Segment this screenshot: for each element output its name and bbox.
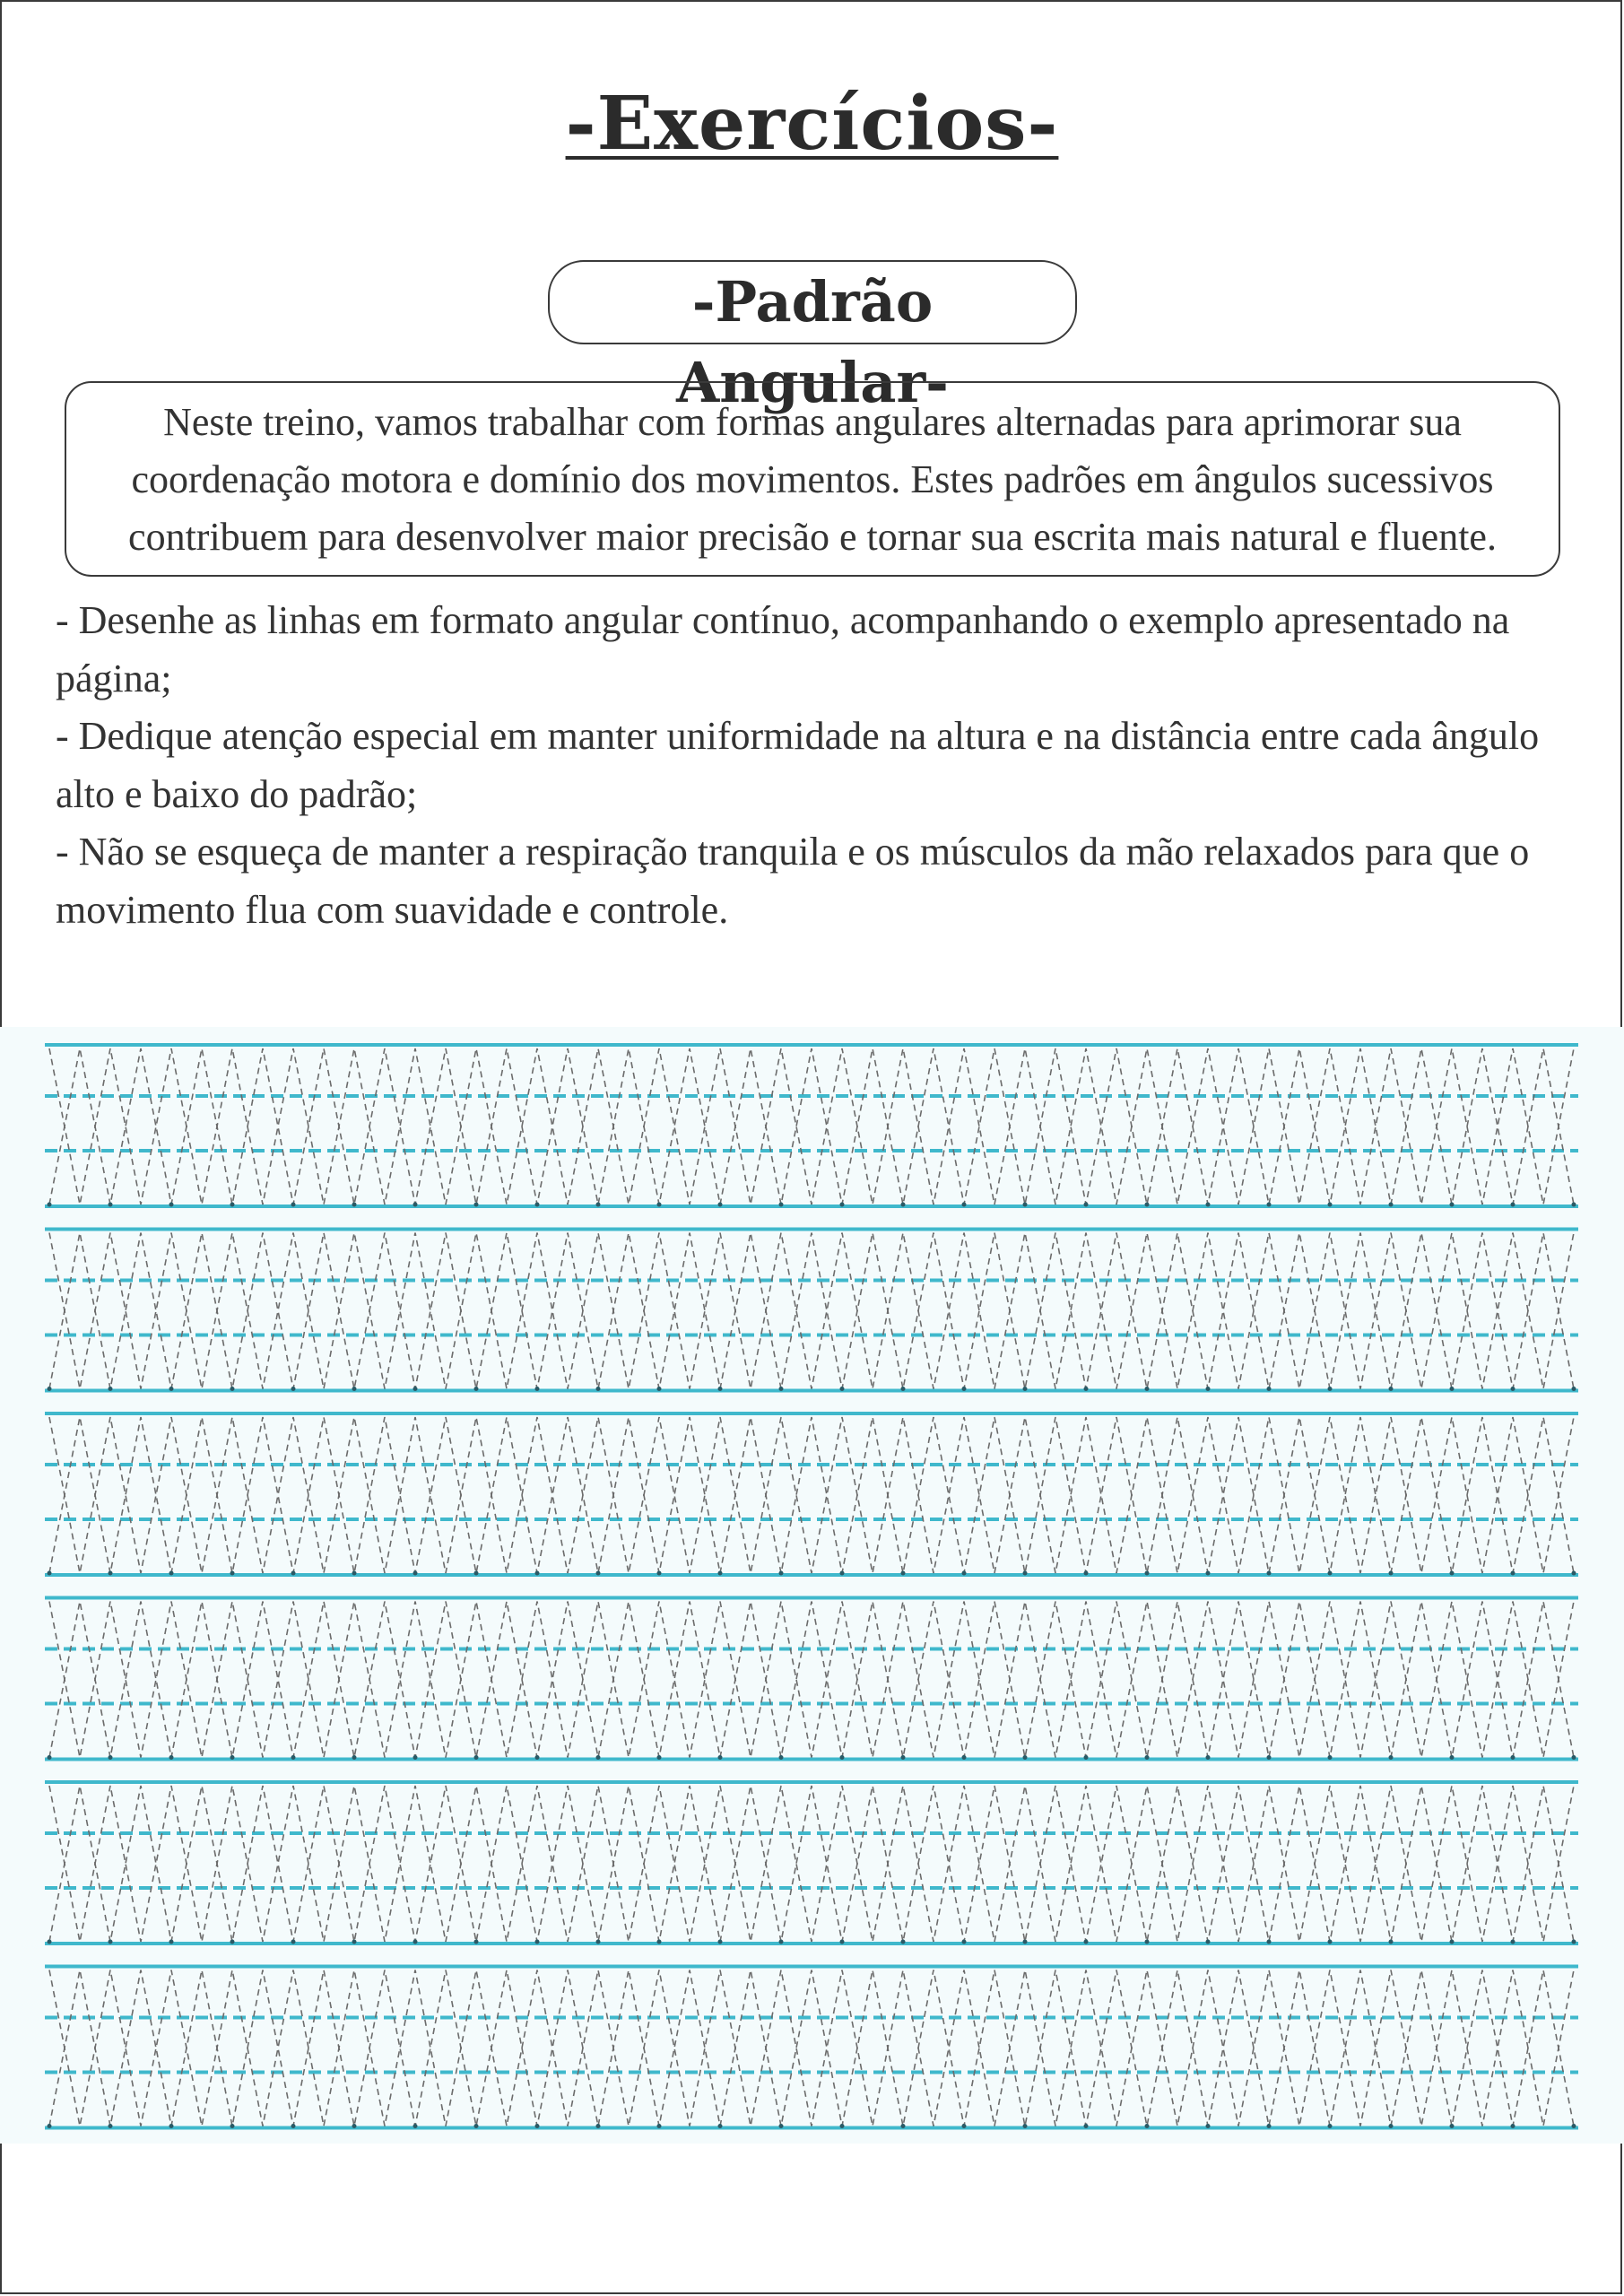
valley-dot <box>657 1755 662 1760</box>
valley-dot <box>840 2124 845 2128</box>
valley-dot <box>657 1203 662 1207</box>
valley-dot <box>1267 1755 1272 1760</box>
valley-dot <box>1511 2124 1515 2128</box>
valley-dot <box>352 2124 357 2128</box>
valley-dot <box>1084 1755 1089 1760</box>
valley-dot <box>718 1755 723 1760</box>
valley-dot <box>413 1203 418 1207</box>
valley-dot <box>718 1940 723 1944</box>
valley-dot <box>230 1203 235 1207</box>
valley-dot <box>901 2124 906 2128</box>
valley-dot <box>1572 1387 1576 1391</box>
valley-dot <box>48 2124 52 2128</box>
angular-trace-path <box>49 1970 1574 2126</box>
valley-dot <box>1389 1940 1394 1944</box>
valley-dot <box>230 1571 235 1576</box>
valley-dot <box>1023 1571 1028 1576</box>
valley-dot <box>535 2124 540 2128</box>
valley-dot <box>1328 1940 1333 1944</box>
valley-dot <box>1023 1940 1028 1944</box>
valley-dot <box>962 1755 967 1760</box>
valley-dot <box>657 2124 662 2128</box>
valley-dot <box>1267 1571 1272 1576</box>
valley-dot <box>901 1387 906 1391</box>
valley-dot <box>352 1755 357 1760</box>
valley-dot <box>779 1203 784 1207</box>
valley-dot <box>535 1940 540 1944</box>
page-title-text: -Exercícios- <box>565 81 1059 167</box>
valley-dot <box>1511 1755 1515 1760</box>
valley-dot <box>596 1755 601 1760</box>
valley-dot <box>474 1940 479 1944</box>
valley-dot <box>1328 1755 1333 1760</box>
valley-dot <box>291 1203 296 1207</box>
instruction-item: - Dedique atenção especial em manter uniformidade na altura e na distância entre cada ângulo alto e baixo do padrão; <box>56 714 1540 816</box>
valley-dot <box>1206 1203 1211 1207</box>
angular-trace-path <box>49 1970 1574 2126</box>
valley-dot <box>109 1203 113 1207</box>
valley-dot <box>1389 2124 1394 2128</box>
valley-dot <box>352 1571 357 1576</box>
valley-dot <box>1084 1387 1089 1391</box>
valley-dot <box>413 1387 418 1391</box>
valley-dot <box>840 1940 845 1944</box>
angular-trace-path <box>49 1602 1574 1758</box>
valley-dot <box>1267 1387 1272 1391</box>
valley-dot <box>1450 1387 1455 1391</box>
valley-dot <box>1145 2124 1150 2128</box>
valley-dot <box>1267 2124 1272 2128</box>
valley-dot <box>596 1387 601 1391</box>
valley-dot <box>962 1571 967 1576</box>
valley-dot <box>535 1755 540 1760</box>
valley-dot <box>474 2124 479 2128</box>
valley-dot <box>474 1387 479 1391</box>
valley-dot <box>657 1387 662 1391</box>
valley-dot <box>474 1203 479 1207</box>
valley-dot <box>1450 1571 1455 1576</box>
valley-dot <box>1145 1571 1150 1576</box>
valley-dot <box>535 1571 540 1576</box>
valley-dot <box>1511 1940 1515 1944</box>
valley-dot <box>901 1203 906 1207</box>
valley-dot <box>1450 1755 1455 1760</box>
valley-dot <box>413 1571 418 1576</box>
valley-dot <box>901 1940 906 1944</box>
valley-dot <box>230 1940 235 1944</box>
valley-dot <box>779 2124 784 2128</box>
angular-trace-path <box>49 1048 1574 1205</box>
valley-dot <box>1206 1940 1211 1944</box>
valley-dot <box>1389 1571 1394 1576</box>
valley-dot <box>718 2124 723 2128</box>
valley-dot <box>1145 1755 1150 1760</box>
valley-dot <box>352 1203 357 1207</box>
valley-dot <box>1572 1755 1576 1760</box>
valley-dot <box>1572 1571 1576 1576</box>
valley-dot <box>901 1755 906 1760</box>
valley-dot <box>109 1571 113 1576</box>
valley-dot <box>230 1387 235 1391</box>
valley-dot <box>1206 2124 1211 2128</box>
valley-dot <box>840 1203 845 1207</box>
valley-dot <box>779 1571 784 1576</box>
valley-dot <box>657 1940 662 1944</box>
valley-dot <box>48 1203 52 1207</box>
valley-dot <box>48 1571 52 1576</box>
valley-dot <box>1511 1571 1515 1576</box>
angular-trace-path <box>49 1417 1574 1573</box>
valley-dot <box>1389 1203 1394 1207</box>
angular-trace-path <box>49 1786 1574 1942</box>
valley-dot <box>291 1571 296 1576</box>
valley-dot <box>962 1387 967 1391</box>
angular-trace-path <box>49 1602 1574 1758</box>
valley-dot <box>352 1387 357 1391</box>
angular-trace-path <box>49 1048 1574 1205</box>
valley-dot <box>779 1755 784 1760</box>
intro-box <box>65 381 1560 577</box>
valley-dot <box>1450 2124 1455 2128</box>
valley-dot <box>840 1387 845 1391</box>
instructions-list <box>56 592 1580 939</box>
valley-dot <box>1023 1387 1028 1391</box>
valley-dot <box>1328 2124 1333 2128</box>
valley-dot <box>169 1940 174 1944</box>
angular-trace-path <box>49 1233 1574 1389</box>
valley-dot <box>169 1755 174 1760</box>
angular-trace-path <box>49 1417 1574 1573</box>
valley-dot <box>1572 1940 1576 1944</box>
valley-dot <box>352 1940 357 1944</box>
valley-dot <box>109 1755 113 1760</box>
valley-dot <box>474 1755 479 1760</box>
valley-dot <box>48 1755 52 1760</box>
valley-dot <box>596 1571 601 1576</box>
valley-dot <box>1084 1571 1089 1576</box>
valley-dot <box>1206 1571 1211 1576</box>
instruction-item: - Não se esqueça de manter a respiração tranquila e os músculos da mão relaxados para que o movimento flua com suavidade e controle. <box>56 830 1530 932</box>
valley-dot <box>413 1755 418 1760</box>
valley-dot <box>840 1571 845 1576</box>
valley-dot <box>1511 1387 1515 1391</box>
valley-dot <box>169 2124 174 2128</box>
valley-dot <box>962 2124 967 2128</box>
angular-trace-path <box>49 1786 1574 1942</box>
valley-dot <box>1206 1387 1211 1391</box>
valley-dot <box>1023 2124 1028 2128</box>
valley-dot <box>1572 1203 1576 1207</box>
valley-dot <box>840 1755 845 1760</box>
valley-dot <box>718 1571 723 1576</box>
valley-dot <box>413 1940 418 1944</box>
valley-dot <box>596 1203 601 1207</box>
intro-text: Neste treino, vamos trabalhar com formas angulares alternadas para aprimorar sua coordenação motora e domínio dos movimentos. Estes padrões em ângulos sucessivos contribuem para desenvolver maior precisão e tornar sua escrita mais natural e fluente. <box>128 400 1497 559</box>
valley-dot <box>1206 1755 1211 1760</box>
tracing-worksheet <box>0 1027 1624 2144</box>
valley-dot <box>1145 1387 1150 1391</box>
valley-dot <box>962 1203 967 1207</box>
valley-dot <box>779 1387 784 1391</box>
valley-dot <box>1084 1940 1089 1944</box>
exercise-subtitle: -Padrão Angular- <box>548 260 1077 344</box>
valley-dot <box>1023 1755 1028 1760</box>
valley-dot <box>1084 2124 1089 2128</box>
valley-dot <box>1023 1203 1028 1207</box>
valley-dot <box>1084 1203 1089 1207</box>
valley-dot <box>1389 1387 1394 1391</box>
instruction-item: - Desenhe as linhas em formato angular contínuo, acompanhando o exemplo apresentado na página; <box>56 598 1510 700</box>
valley-dot <box>169 1387 174 1391</box>
valley-dot <box>109 1387 113 1391</box>
angular-trace-path <box>49 1233 1574 1389</box>
valley-dot <box>901 1571 906 1576</box>
practice-area <box>0 1027 1624 2144</box>
valley-dot <box>291 1387 296 1391</box>
valley-dot <box>1511 1203 1515 1207</box>
valley-dot <box>779 1940 784 1944</box>
valley-dot <box>596 2124 601 2128</box>
valley-dot <box>169 1571 174 1576</box>
valley-dot <box>1572 2124 1576 2128</box>
valley-dot <box>1267 1203 1272 1207</box>
valley-dot <box>230 2124 235 2128</box>
valley-dot <box>169 1203 174 1207</box>
valley-dot <box>1328 1571 1333 1576</box>
valley-dot <box>657 1571 662 1576</box>
valley-dot <box>1389 1755 1394 1760</box>
valley-dot <box>718 1203 723 1207</box>
page-title <box>0 81 1624 167</box>
valley-dot <box>1328 1387 1333 1391</box>
valley-dot <box>535 1203 540 1207</box>
valley-dot <box>109 2124 113 2128</box>
valley-dot <box>291 1940 296 1944</box>
valley-dot <box>474 1571 479 1576</box>
valley-dot <box>1450 1940 1455 1944</box>
valley-dot <box>109 1940 113 1944</box>
valley-dot <box>718 1387 723 1391</box>
valley-dot <box>1450 1203 1455 1207</box>
valley-dot <box>48 1387 52 1391</box>
valley-dot <box>1145 1203 1150 1207</box>
valley-dot <box>48 1940 52 1944</box>
valley-dot <box>291 1755 296 1760</box>
valley-dot <box>413 2124 418 2128</box>
valley-dot <box>596 1940 601 1944</box>
valley-dot <box>1267 1940 1272 1944</box>
valley-dot <box>1328 1203 1333 1207</box>
valley-dot <box>535 1387 540 1391</box>
valley-dot <box>230 1755 235 1760</box>
valley-dot <box>962 1940 967 1944</box>
valley-dot <box>291 2124 296 2128</box>
valley-dot <box>1145 1940 1150 1944</box>
